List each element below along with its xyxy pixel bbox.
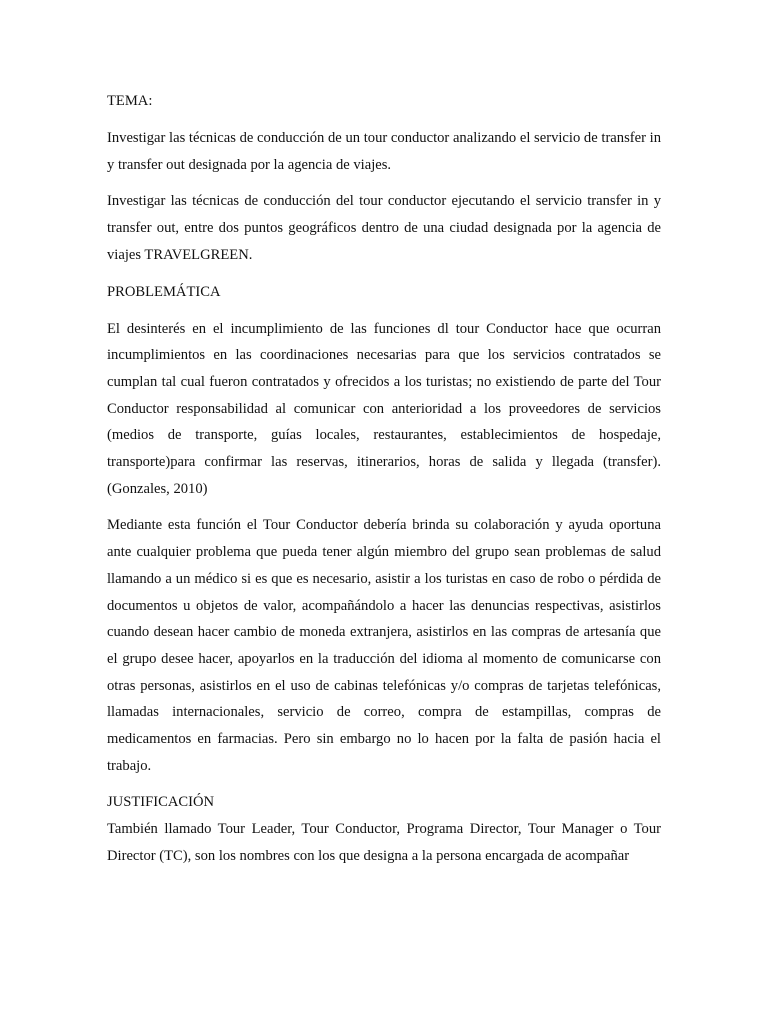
document-body: [107, 88, 661, 870]
justificacion-heading: JUSTIFICACIÓN: [107, 794, 215, 811]
problematica-paragraph-2: Mediante esta función el Tour Conductor debería brinda su colaboración y ayuda oportuna ante cualquier problema que pueda tener algún miembro del grupo sean problemas de salud llamando a un médico si es que es necesario, asistir a los turistas en caso de robo o pérdida de documentos u objetos de valor, acompañándolo a hacer las denuncias respectivas, asistirlos cuando desean hacer cambio de moneda extranjera, asistirlos en las compras de artesanía que el grupo desee hacer, apoyarlos en la traducción del idioma al momento de comunicarse con otras personas, asistirlos en el uso de cabinas telefónicas y/o compras de tarjetas telefónicas, llamadas internacionales, servicio de correo, compra de estampillas, compras de medicamentos en farmacias. Pero sin embargo no lo hacen por la falta de pasión hacia el trabajo.: [107, 517, 661, 774]
tema-heading: TEMA:: [107, 93, 153, 109]
tema-paragraph-1: Investigar las técnicas de conducción de un tour conductor analizando el servicio de transfer in y transfer out designada por la agencia de viajes.: [107, 130, 661, 173]
tema-paragraph-2: Investigar las técnicas de conducción del tour conductor ejecutando el servicio transfer in y transfer out, entre dos puntos geográficos dentro de una ciudad designada por la agencia de viajes TRAVELGREEN.: [107, 193, 661, 263]
justificacion-paragraph: También llamado Tour Leader, Tour Conductor, Programa Director, Tour Manager o Tour Director (TC), son los nombres con los que designa a la persona encargada de acompañar: [107, 821, 661, 865]
problematica-heading: PROBLEMÁTICA: [107, 283, 221, 300]
problematica-paragraph-1: El desinterés en el incumplimiento de las funciones dl tour Conductor hace que ocurran incumplimientos en las coordinaciones necesarias para que los servicios contratados se cumplan tal cual fueron contratados y ofrecidos a los turistas; no existiendo de parte del Tour Conductor responsabilidad al comunicar con anterioridad a los proveedores de servicios (medios de transporte, guías locales, restaurantes, establecimientos de hospedaje, transporte)para confirmar las reservas, itinerarios, horas de salida y llegada (transfer). (Gonzales, 2010): [107, 320, 661, 497]
